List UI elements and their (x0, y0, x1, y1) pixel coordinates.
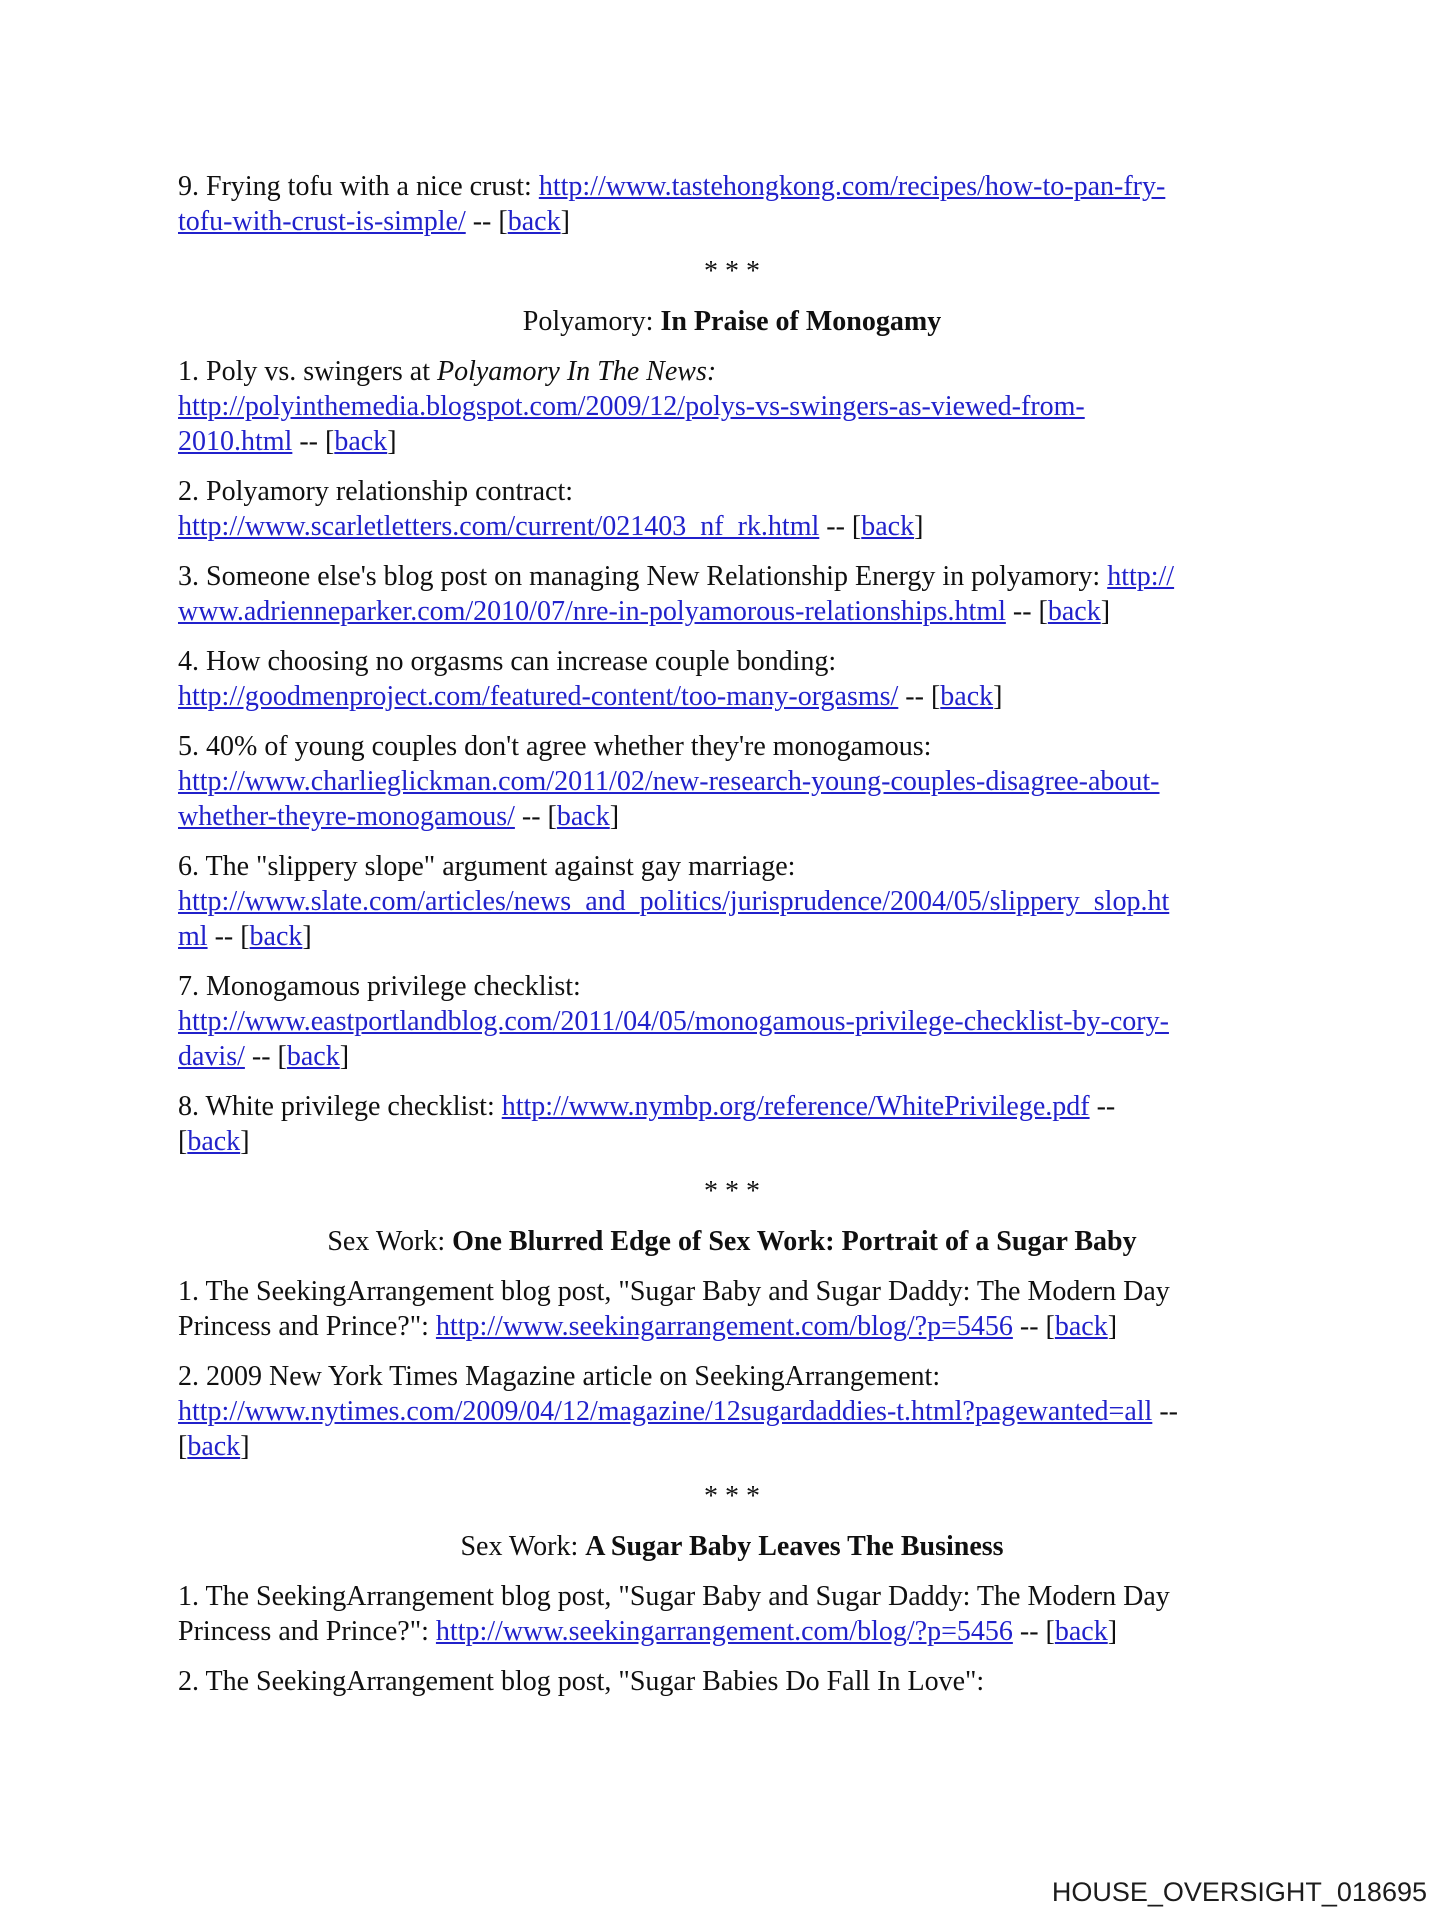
reference-text: Princess and Prince?": (178, 1616, 436, 1647)
reference-text: 3. Someone else's blog post on managing New Relationship Energy in polyamory: (178, 561, 1108, 592)
text-line (178, 969, 1286, 1004)
reference-text: ] (1107, 1616, 1118, 1647)
reference-text: 7. Monogamous privilege checklist: (178, 971, 581, 1002)
reference-text: 1. Poly vs. swingers at (178, 356, 437, 387)
reference-text: ] (302, 921, 312, 952)
url-link[interactable]: davis/ (178, 1041, 245, 1072)
text-line (178, 764, 1286, 799)
text-line (178, 594, 1286, 629)
reference-text: ] (1107, 1311, 1118, 1342)
reference-text: ] (339, 1041, 350, 1072)
url-link[interactable]: http://www.tastehongkong.com/recipes/how-to-pan-fry- (538, 171, 1166, 202)
back-link[interactable]: back (286, 1041, 340, 1072)
text-line (178, 474, 1286, 509)
reference-text: Polyamory In The News: (437, 356, 717, 387)
text-line (178, 1039, 1286, 1074)
reference-text: 2. 2009 New York Times Magazine article on SeekingArrangement: (178, 1361, 941, 1392)
reference-text: ] (609, 801, 620, 832)
url-link[interactable]: http://www.eastportlandblog.com/2011/04/05/monogamous-privilege-checklist-by-cory- (178, 1006, 1169, 1037)
reference-item (178, 474, 1286, 544)
text-line (178, 169, 1286, 204)
url-link[interactable]: ml (178, 921, 208, 952)
url-link[interactable]: http:// (1107, 561, 1175, 592)
heading-text: In Praise of Monogamy (660, 306, 942, 337)
back-link[interactable]: back (187, 1126, 241, 1157)
text-line (178, 1529, 1286, 1564)
reference-text: 9. Frying tofu with a nice crust: (178, 171, 539, 202)
reference-text: Princess and Prince?": (178, 1311, 436, 1342)
reference-item (178, 849, 1286, 954)
url-link[interactable]: http://www.nymbp.org/reference/WhitePrivilege.pdf (501, 1091, 1090, 1122)
back-link[interactable]: back (249, 921, 303, 952)
url-link[interactable]: http://www.scarletletters.com/current/021403_nf_rk.html (178, 511, 820, 542)
section-heading (178, 1224, 1286, 1259)
reference-text: -- [ (292, 426, 335, 457)
url-link[interactable]: http://www.nytimes.com/2009/04/12/magazine/12sugardaddies-t.html?pagewanted=all (178, 1396, 1153, 1427)
text-line (178, 204, 1286, 239)
reference-item (178, 169, 1286, 239)
reference-text: -- [ (465, 206, 508, 237)
text-line (178, 644, 1286, 679)
document-body (178, 169, 1286, 1714)
reference-text: [ (178, 1431, 188, 1462)
reference-item (178, 1359, 1286, 1464)
text-line (178, 304, 1286, 339)
url-link[interactable]: 2010.html (178, 426, 293, 457)
reference-text: 1. The SeekingArrangement blog post, "Sugar Baby and Sugar Daddy: The Modern Day (178, 1276, 1170, 1307)
back-link[interactable]: back (556, 801, 610, 832)
heading-text: Sex Work: (327, 1226, 453, 1257)
reference-text: ] (560, 206, 570, 237)
heading-text: A Sugar Baby Leaves The Business (585, 1531, 1004, 1562)
reference-item (178, 1089, 1286, 1159)
text-line (178, 849, 1286, 884)
reference-text: -- [ (1012, 1616, 1055, 1647)
reference-text: ] (1100, 596, 1111, 627)
reference-text: -- [ (1005, 596, 1048, 627)
url-link[interactable]: http://goodmenproject.com/featured-content/too-many-orgasms/ (178, 681, 899, 712)
text-line (178, 729, 1286, 764)
reference-text: ] (387, 426, 397, 457)
reference-item (178, 1579, 1286, 1649)
bates-number: HOUSE_OVERSIGHT_018695 (1051, 1877, 1427, 1907)
reference-text: -- (1089, 1091, 1116, 1122)
url-link[interactable]: http://www.charlieglickman.com/2011/02/new-research-young-couples-disagree-about- (178, 766, 1160, 797)
reference-text: ] (240, 1431, 250, 1462)
heading-text: One Blurred Edge of Sex Work: Portrait of a Sugar Baby (452, 1226, 1137, 1257)
text-line (178, 1089, 1286, 1124)
reference-text: 6. The "slippery slope" argument against gay marriage: (178, 851, 796, 882)
reference-text: -- (1152, 1396, 1178, 1427)
text-line (178, 1664, 1286, 1699)
text-line (178, 509, 1286, 544)
reference-text: -- [ (819, 511, 862, 542)
reference-text: 4. How choosing no orgasms can increase couple bonding: (178, 646, 837, 677)
text-line (178, 559, 1286, 594)
text-line (178, 799, 1286, 834)
text-line (178, 919, 1286, 954)
reference-item (178, 969, 1286, 1074)
url-link[interactable]: http://www.slate.com/articles/news_and_politics/jurisprudence/2004/05/slippery_slop.ht (178, 886, 1170, 917)
reference-text: -- [ (207, 921, 250, 952)
text-line (178, 1274, 1286, 1309)
section-separator: * * * (704, 256, 760, 287)
text-line (178, 389, 1286, 424)
reference-text: -- [ (244, 1041, 287, 1072)
back-link[interactable]: back (334, 426, 388, 457)
back-link[interactable]: back (1047, 596, 1101, 627)
url-link[interactable]: http://polyinthemedia.blogspot.com/2009/12/polys-vs-swingers-as-viewed-from- (178, 391, 1085, 422)
reference-text: [ (178, 1126, 188, 1157)
text-line (178, 1394, 1286, 1429)
text-line (178, 1614, 1286, 1649)
url-link[interactable]: tofu-with-crust-is-simple/ (178, 206, 466, 237)
reference-text: -- [ (898, 681, 941, 712)
back-link[interactable]: back (940, 681, 994, 712)
reference-text: 5. 40% of young couples don't agree whether they're monogamous: (178, 731, 932, 762)
reference-item (178, 1274, 1286, 1344)
reference-item (178, 729, 1286, 834)
text-line (178, 679, 1286, 714)
text-line (178, 1124, 1286, 1159)
section-separator: * * * (704, 1176, 760, 1207)
section-heading (178, 1529, 1286, 1564)
reference-text: -- [ (1012, 1311, 1055, 1342)
text-line (178, 1359, 1286, 1394)
reference-text: ] (993, 681, 1003, 712)
url-link[interactable]: whether-theyre-monogamous/ (178, 801, 515, 832)
reference-text: ] (914, 511, 924, 542)
text-line (178, 1224, 1286, 1259)
text-line (178, 884, 1286, 919)
text-line (178, 424, 1286, 459)
text-line (178, 1579, 1286, 1614)
heading-text: Polyamory: (522, 306, 661, 337)
section-heading (178, 304, 1286, 339)
text-line (178, 1004, 1286, 1039)
reference-text: 2. The SeekingArrangement blog post, "Sugar Babies Do Fall In Love": (178, 1666, 985, 1697)
url-link[interactable]: http://www.seekingarrangement.com/blog/?p=5456 (435, 1616, 1013, 1647)
reference-text: 1. The SeekingArrangement blog post, "Sugar Baby and Sugar Daddy: The Modern Day (178, 1581, 1170, 1612)
text-line (178, 1429, 1286, 1464)
back-link[interactable]: back (861, 511, 915, 542)
reference-item (178, 559, 1286, 629)
back-link[interactable]: back (187, 1431, 241, 1462)
reference-text: 2. Polyamory relationship contract: (178, 476, 574, 507)
url-link[interactable]: www.adrienneparker.com/2010/07/nre-in-polyamorous-relationships.html (178, 596, 1006, 627)
reference-item (178, 1664, 1286, 1699)
text-line (178, 1309, 1286, 1344)
back-link[interactable]: back (1054, 1616, 1108, 1647)
reference-text: -- [ (514, 801, 557, 832)
reference-item (178, 354, 1286, 459)
text-line (178, 354, 1286, 389)
heading-text: Sex Work: (460, 1531, 586, 1562)
reference-text: ] (240, 1126, 250, 1157)
url-link[interactable]: http://www.seekingarrangement.com/blog/?p=5456 (435, 1311, 1013, 1342)
reference-text: 8. White privilege checklist: (178, 1091, 502, 1122)
back-link[interactable]: back (1054, 1311, 1108, 1342)
back-link[interactable]: back (507, 206, 561, 237)
reference-item (178, 644, 1286, 714)
section-separator: * * * (704, 1481, 760, 1512)
